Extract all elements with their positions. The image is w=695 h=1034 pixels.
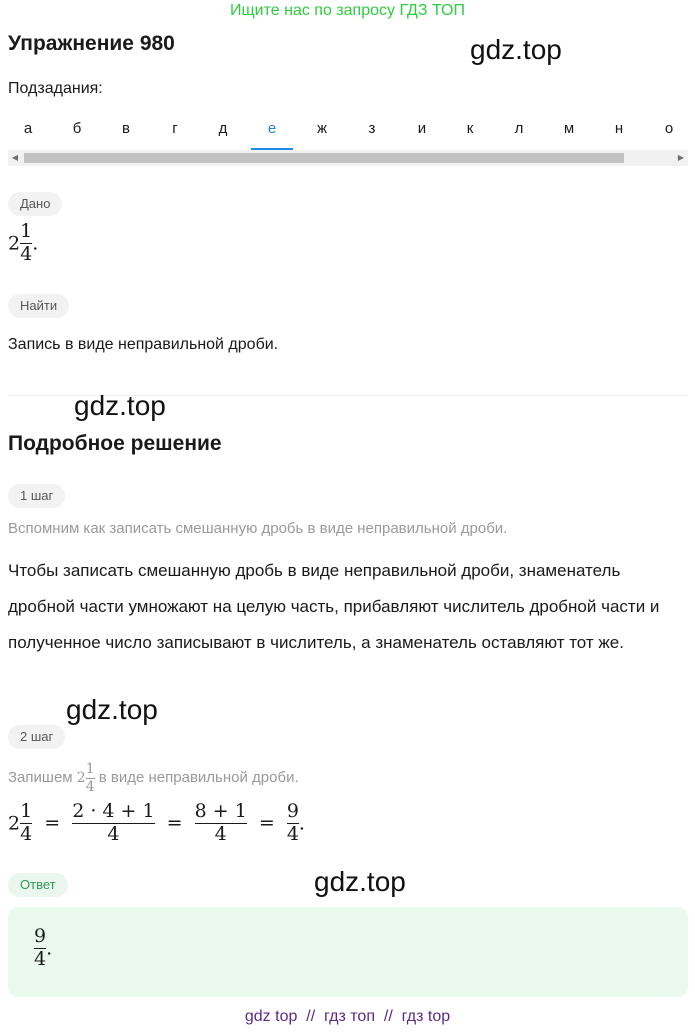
answer-badge: Ответ bbox=[8, 873, 68, 897]
given-badge: Дано bbox=[8, 192, 62, 216]
tab-л[interactable]: л bbox=[514, 120, 524, 137]
find-badge: Найти bbox=[8, 294, 69, 318]
answer-denominator: 4 bbox=[34, 947, 47, 970]
given-expression bbox=[8, 222, 38, 265]
find-text: Запись в виде неправильной дроби. bbox=[8, 336, 279, 353]
answer-expression bbox=[34, 927, 52, 970]
given-denominator: 4 bbox=[20, 242, 33, 265]
step1-text: Чтобы записать смешанную дробь в виде неправильной дроби, знаменатель дробной части умножают на целую часть, прибавляют числитель дробной части и полученное число записывают в числитель, а знаменатель оставляют тот же. bbox=[8, 561, 660, 652]
eq-fraction-2 bbox=[72, 802, 154, 845]
eq-f3-num: 8 + 1 bbox=[194, 800, 247, 822]
step2-hint-after: в виде неправильной дроби. bbox=[98, 769, 299, 787]
watermark: gdz.top bbox=[470, 34, 562, 65]
eq-f3-den: 4 bbox=[214, 822, 227, 845]
scroll-left-icon[interactable]: ◀ bbox=[11, 153, 19, 162]
answer-numerator: 9 bbox=[34, 925, 47, 947]
eq-fraction-4 bbox=[287, 802, 299, 845]
answer-box bbox=[8, 907, 688, 997]
tabs-scrollbar[interactable] bbox=[8, 150, 688, 166]
step2-hint-whole: 2 bbox=[76, 770, 86, 787]
step2-hint-before: Запишем bbox=[8, 769, 73, 787]
subtask-tabs bbox=[0, 112, 695, 150]
eq-sign: = bbox=[44, 812, 61, 835]
scrollbar-thumb[interactable] bbox=[24, 153, 624, 163]
tab-г[interactable]: г bbox=[172, 120, 178, 137]
eq-fraction-3 bbox=[195, 802, 247, 845]
step2-badge: 2 шаг bbox=[8, 725, 65, 749]
eq-whole: 2 bbox=[8, 812, 21, 835]
tab-м[interactable]: м bbox=[563, 120, 575, 137]
promo-banner: Ищите нас по запросу ГДЗ ТОП bbox=[230, 2, 465, 19]
solution-title: Подробное решение bbox=[8, 432, 222, 455]
eq-f4-den: 4 bbox=[286, 822, 299, 845]
watermark: gdz.top bbox=[66, 694, 158, 725]
tab-з[interactable]: з bbox=[368, 120, 376, 137]
footer-links[interactable]: gdz top // гдз топ // гдз top bbox=[244, 1008, 451, 1025]
tab-ж[interactable]: ж bbox=[316, 120, 328, 137]
eq-sign: = bbox=[166, 812, 183, 835]
watermark: gdz.top bbox=[74, 390, 166, 421]
given-tail: . bbox=[32, 232, 39, 255]
step2-hint-num: 1 bbox=[85, 760, 95, 777]
step2-hint-den: 4 bbox=[85, 778, 95, 795]
step1-hint: Вспомним как записать смешанную дробь в виде неправильной дроби. bbox=[8, 520, 508, 537]
tab-б[interactable]: б bbox=[72, 120, 82, 137]
step1-badge: 1 шаг bbox=[8, 484, 65, 508]
eq-sign: = bbox=[258, 812, 275, 835]
eq-fraction-1 bbox=[20, 802, 32, 845]
scroll-right-icon[interactable]: ▶ bbox=[677, 153, 685, 162]
tab-и[interactable]: и bbox=[417, 120, 427, 137]
subtasks-label: Подзадания: bbox=[8, 80, 103, 97]
eq-f4-num: 9 bbox=[286, 800, 299, 822]
tab-о[interactable]: о bbox=[664, 120, 674, 137]
given-whole: 2 bbox=[8, 232, 21, 255]
exercise-title: Упражнение 980 bbox=[8, 32, 175, 55]
tab-в[interactable]: в bbox=[122, 120, 130, 137]
eq-f1-den: 4 bbox=[20, 822, 33, 845]
step2-hint bbox=[8, 756, 299, 800]
tab-а[interactable]: а bbox=[23, 120, 33, 137]
answer-fraction bbox=[34, 927, 46, 970]
tab-д[interactable]: д bbox=[218, 120, 228, 137]
answer-tail: . bbox=[46, 937, 53, 960]
tab-е[interactable]: е bbox=[250, 112, 294, 150]
given-numerator: 1 bbox=[20, 220, 33, 242]
tab-к[interactable]: к bbox=[466, 120, 474, 137]
step2-equation bbox=[8, 802, 305, 845]
tab-н[interactable]: н bbox=[614, 120, 624, 137]
step2-hint-fraction bbox=[77, 756, 95, 800]
watermark: gdz.top bbox=[314, 866, 406, 897]
eq-f1-num: 1 bbox=[20, 800, 33, 822]
eq-f2-num: 2 · 4 + 1 bbox=[72, 800, 155, 822]
eq-tail: . bbox=[298, 812, 305, 835]
eq-f2-den: 4 bbox=[107, 822, 120, 845]
given-fraction bbox=[20, 222, 32, 265]
